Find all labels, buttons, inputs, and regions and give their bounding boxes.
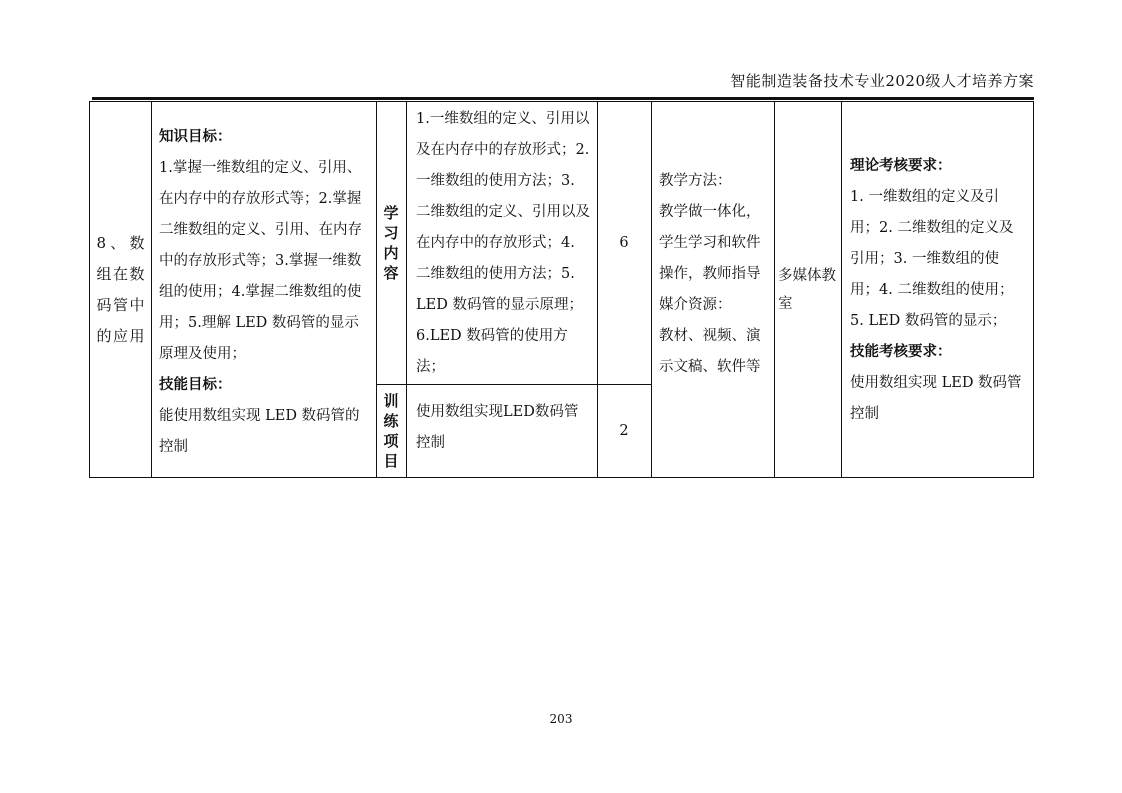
learning-content-cell (406, 102, 597, 383)
method-text: 教学做一体化，学生学习和软件操作，教师指导 (659, 204, 761, 282)
media-label: 媒介资源： (659, 297, 732, 313)
training-label: 训练项目 (383, 392, 399, 470)
method-label: 教学方法： (659, 173, 732, 189)
unit-title: 8、数组在数码管中的应用 (96, 233, 145, 345)
header-rule-thick (92, 97, 1034, 100)
page-number: 203 (549, 712, 573, 726)
training-content: 使用数组实现LED数码管控制 (416, 404, 579, 451)
knowledge-goal-text: 1.掌握一维数组的定义、引用、在内存中的存放形式等；2.掌握二维数组的定义、引用、在内存中的存放形式等；3.掌握一维数组的使用；4.掌握二维数组的使用；5.理解 LED 数码管的显示原理及使用； (159, 160, 362, 362)
document-header: 智能制造装备技术专业2020级人才培养方案 (730, 72, 1034, 90)
theory-text: 1. 一维数组的定义及引用；2. 二维数组的定义及引用；3. 一维数组的使用；4. 二维数组的使用；5. LED 数码管的显示； (850, 189, 1014, 329)
learning-content: 1.一维数组的定义、引用以及在内存中的存放形式；2. 一维数组的使用方法；3. 二维数组的定义、引用以及在内存中的存放形式；4. 二维数组的使用方法；5. LED 数码管的显示原理；6.LED 数码管的使用方法； (416, 111, 590, 375)
training-hours: 2 (619, 422, 629, 439)
goals-cell (151, 102, 376, 463)
skill-assessment-text: 使用数组实现 LED 数码管控制 (850, 375, 1022, 422)
learning-hours-cell (597, 102, 651, 384)
knowledge-goal-label: 知识目标： (159, 129, 232, 145)
skill-goal-text: 能使用数组实现 LED 数码管的控制 (159, 408, 360, 455)
skill-goal-label: 技能目标： (159, 377, 232, 393)
course-table (89, 101, 1034, 478)
learning-label-cell (376, 102, 406, 384)
skill-assessment-label: 技能考核要求： (850, 344, 952, 360)
venue-text: 多媒体教室 (778, 267, 836, 312)
media-text: 教材、视频、演示文稿、软件等 (659, 328, 761, 375)
training-content-cell (406, 385, 597, 459)
learning-hours: 6 (619, 234, 629, 251)
theory-label: 理论考核要求： (850, 158, 952, 174)
training-label-cell (376, 385, 406, 477)
unit-cell (90, 102, 151, 477)
learning-label: 学习内容 (383, 204, 399, 282)
assessment-cell (841, 151, 1032, 430)
training-hours-cell (597, 385, 651, 477)
method-cell (651, 166, 774, 383)
venue-cell (774, 102, 841, 477)
